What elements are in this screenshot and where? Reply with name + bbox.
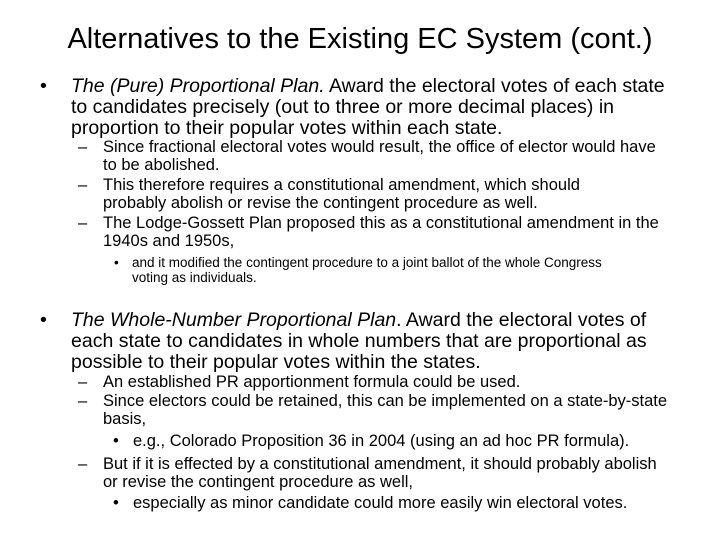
pure-subpoint-3: The Lodge-Gossett Plan proposed this as a constitutional amendment in the 1940s and 1950s, <box>103 214 659 250</box>
whole-plan-text: . Award the electoral votes of each state to candidates in whole numbers that are proportional as possible to their popular votes within the states. <box>71 309 647 373</box>
bullet-marker: • <box>113 494 119 512</box>
bullet-marker: • <box>40 75 47 97</box>
bullet-marker: • <box>114 255 119 270</box>
pure-plan-heading: The (Pure) Proportional Plan. <box>71 75 325 97</box>
pure-plan-text: Award the electoral votes of each state to candidates precisely (out to three or more decimal places) in proportion to their popular votes within each state. <box>71 75 665 139</box>
whole-subpoint-3: But if it is effected by a constitutional amendment, it should probably abolish or revise the contingent procedure as well, <box>103 455 657 491</box>
pure-subpoint-2: This therefore requires a constitutional amendment, which should probably abolish or revise the contingent procedure as well. <box>103 176 580 212</box>
dash-marker: – <box>78 176 88 194</box>
pure-detail: and it modified the contingent procedure to a joint ballot of the whole Congress voting as individuals. <box>132 255 602 285</box>
whole-detail-1: e.g., Colorado Proposition 36 in 2004 (using an ad hoc PR formula). <box>133 432 630 450</box>
bullet-whole-text <box>71 310 691 373</box>
slide-title: Alternatives to the Existing EC System (cont.) <box>67 23 653 55</box>
dash-marker: – <box>78 392 88 410</box>
bullet-pure-text <box>71 76 686 139</box>
whole-plan-heading: The Whole-Number Proportional Plan <box>71 309 397 331</box>
dash-marker: – <box>78 138 88 156</box>
whole-detail-2: especially as minor candidate could more easily win electoral votes. <box>133 494 628 512</box>
dash-marker: – <box>78 373 88 391</box>
whole-subpoint-2: Since electors could be retained, this can be implemented on a state-by-state basis, <box>103 392 668 428</box>
dash-marker: – <box>78 455 88 473</box>
pure-subpoint-1: Since fractional electoral votes would result, the office of elector would have to be abolished. <box>103 138 656 174</box>
bullet-marker: • <box>113 432 119 450</box>
bullet-marker: • <box>40 309 47 331</box>
dash-marker: – <box>78 214 88 232</box>
whole-subpoint-1: An established PR apportionment formula could be used. <box>103 373 521 391</box>
